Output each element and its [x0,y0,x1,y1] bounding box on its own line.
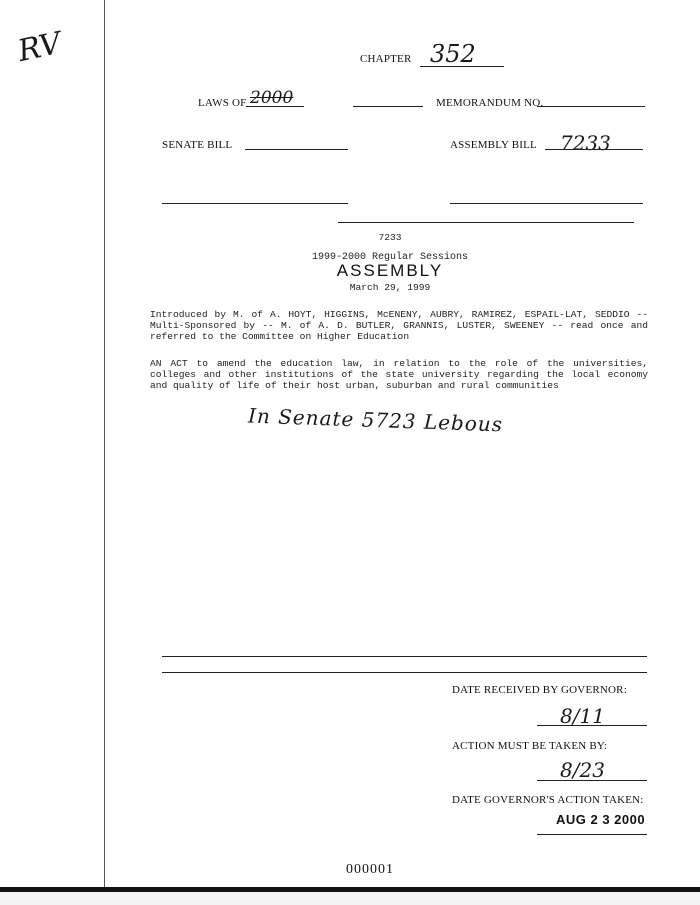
action-taken-line [537,834,647,835]
bill-date: March 29, 1999 [349,282,431,293]
memorandum-line [537,106,645,107]
date-received-label: DATE RECEIVED BY GOVERNOR: [452,684,627,696]
introduced-paragraph: Introduced by M. of A. HOYT, HIGGINS, McENENY, AUBRY, RAMIREZ, ESPAIL-LAT, SEDDIO -- Multi-Sponsored by -- M. of A. D. BUTLER, GRANNIS, LUSTER, SWEENEY -- read once and referred to the Committee on Higher Education [150,309,648,342]
handwritten-senate-note: In Senate 5723 Lebous [247,403,504,437]
laws-of-line [246,106,304,107]
action-taken-label: DATE GOVERNOR'S ACTION TAKEN: [452,794,644,806]
corner-mark: RV [14,25,65,70]
action-taken-stamp: AUG 2 3 2000 [556,812,646,827]
senate-bill-label: SENATE BILL [162,139,233,151]
action-by-label: ACTION MUST BE TAKEN BY: [452,740,608,752]
bill-number: 7233 [378,232,402,243]
action-by-value: 8/23 [560,758,605,782]
assembly-bill-label: ASSEMBLY BILL [450,139,537,151]
chapter-label: CHAPTER [360,53,412,65]
lower-rule-2 [162,672,647,673]
laws-of-label: LAWS OF [198,97,247,109]
page-number: 000001 [346,862,394,877]
chapter-number: 352 [430,40,476,68]
blank-line-left [162,203,348,204]
laws-of-year: 2000 [250,88,294,108]
bill-house: ASSEMBLY [336,261,444,280]
action-by-line [537,780,647,781]
act-paragraph: AN ACT to amend the education law, in relation to the role of the universities, colleges and other institutions of the state university regarding the local economy and quality of life of their host urban, suburban and rural communities [150,358,648,391]
lower-rule-1 [162,656,647,657]
left-margin-line [104,0,105,905]
bottom-scan-margin [0,892,700,905]
senate-bill-line [245,149,348,150]
memorandum-label: MEMORANDUM NO. [436,97,544,109]
assembly-bill-number: 7233 [560,131,611,155]
bill-session: 1999-2000 Regular Sessions [311,252,469,263]
date-received-line [537,725,647,726]
blank-line-right [450,203,643,204]
blank-line [353,106,423,107]
chapter-line [420,66,504,67]
date-received-value: 8/11 [560,704,605,728]
bill-header-rule [338,222,634,223]
assembly-bill-line [545,149,643,150]
